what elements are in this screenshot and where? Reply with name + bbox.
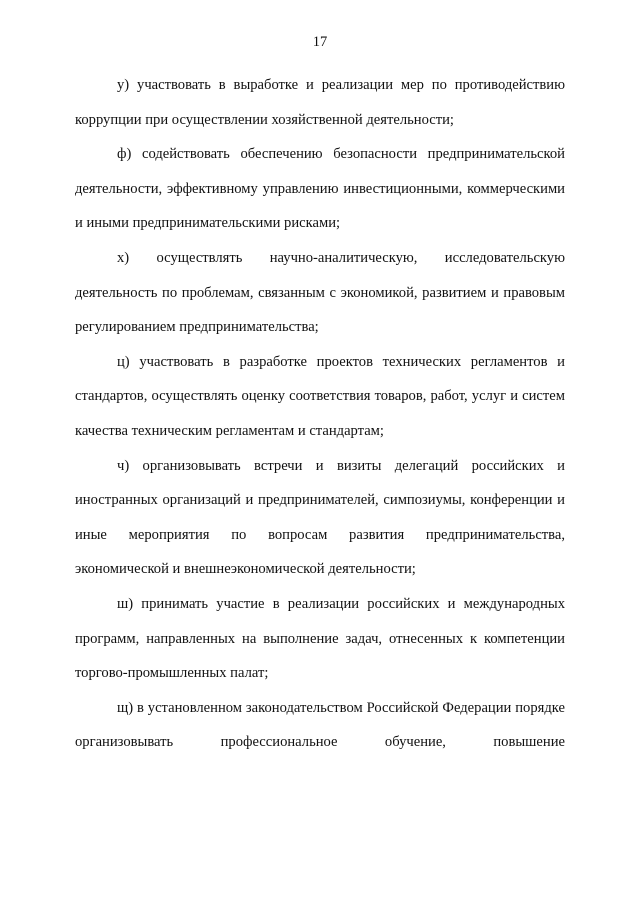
paragraph-kh: х) осуществлять научно-аналитическую, исследовательскую деятельность по проблемам, связанным с экономикой, развитием и правовым регулированием предпринимательства; xyxy=(75,249,565,336)
document-body xyxy=(75,68,565,760)
paragraph-f: ф) содействовать обеспечению безопасности предпринимательской деятельности, эффективному управлению инвестиционными, коммерческими и иными предпринимательскими рисками; xyxy=(75,146,565,232)
paragraph-u: у) участвовать в выработке и реализации мер по противодействию коррупции при осуществлении хозяйственной деятельности; xyxy=(75,77,565,128)
paragraph-shch: щ) в установленном законодательством Российской Федерации порядке организовывать профессиональное обучение, повышение xyxy=(75,699,565,751)
paragraph-ts: ц) участвовать в разработке проектов технических регламентов и стандартов, осуществлять оценку соответствия товаров, работ, услуг и систем качества техническим регламентам и стандартам; xyxy=(75,353,565,439)
paragraph-ch: ч) организовывать встречи и визиты делегаций российских и иностранных организаций и предпринимателей, симпозиумы, конференции и иные мероприятия по вопросам развития предпринимательства, экономической и внешнеэкономической деятельности; xyxy=(75,457,565,578)
paragraph-sh: ш) принимать участие в реализации российских и международных программ, направленных на выполнение задач, отнесенных к компетенции торгово-промышленных палат; xyxy=(75,595,565,682)
page-number: 17 xyxy=(312,34,328,50)
